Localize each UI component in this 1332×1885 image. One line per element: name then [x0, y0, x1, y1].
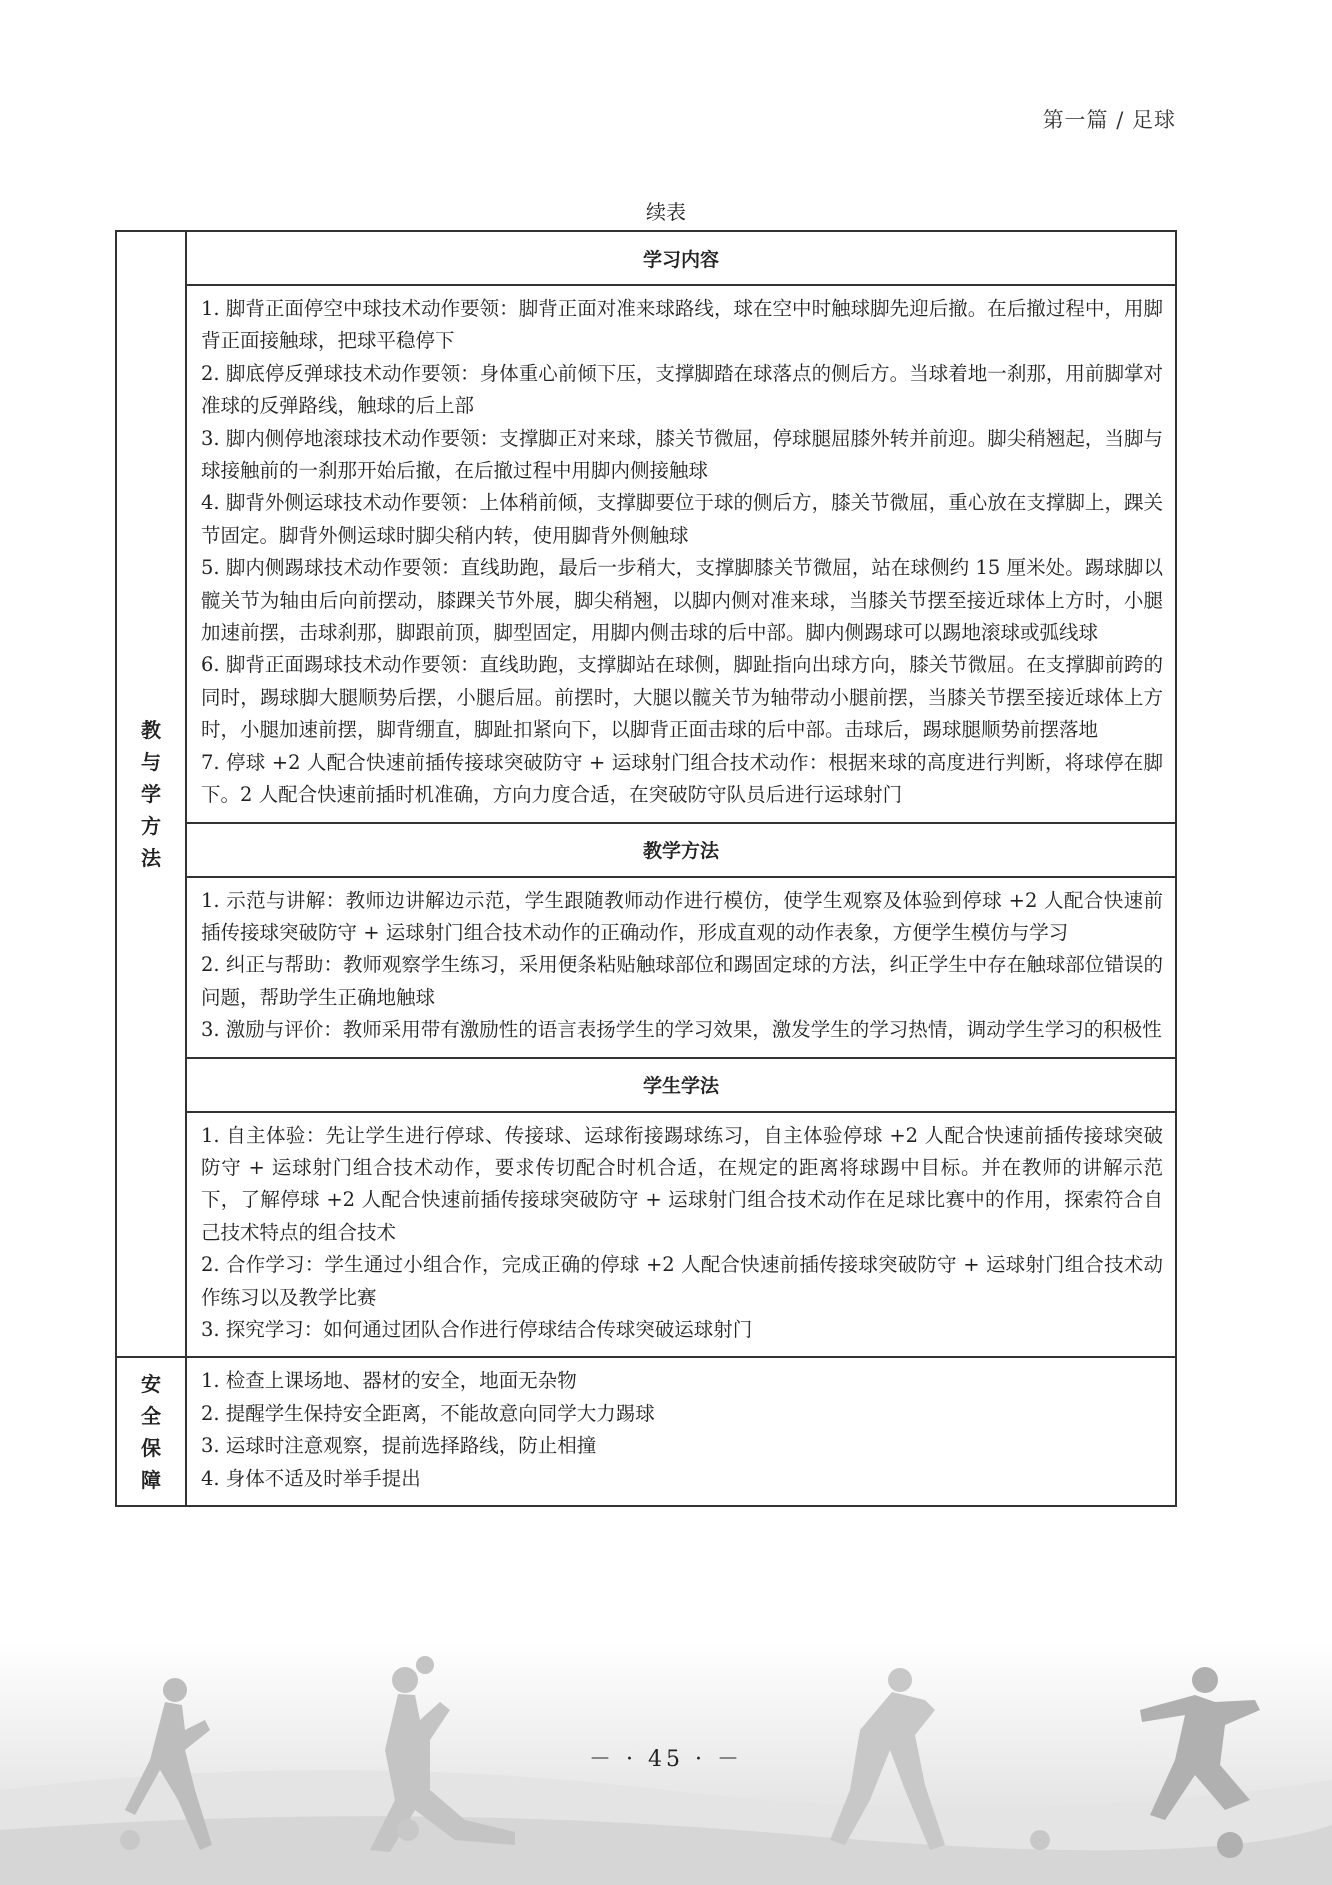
section-body-safety: [186, 1357, 1176, 1506]
list-item: 3. 探究学习：如何通过团队合作进行停球结合传球突破运球射门: [201, 1317, 753, 1341]
side-label-teaching: [116, 231, 186, 1357]
side-label-char: 法: [141, 846, 161, 871]
list-item: 3. 激励与评价：教师采用带有激励性的语言表扬学生的学习效果，激发学生的学习热情，调动学生学习的积极性: [201, 1018, 1162, 1042]
list-item: 2. 脚底停反弹球技术动作要领：身体重心前倾下压，支撑脚踏在球落点的侧后方。当球着地一刹那，用前脚掌对准球的反弹路线，触球的后上部: [201, 361, 1163, 418]
list-item: 6. 脚背正面踢球技术动作要领：直线助跑，支撑脚站在球侧，脚趾指向出球方向，膝关节微屈。在支撑脚前跨的同时，踢球脚大腿顺势后摆，小腿后屈。前摆时，大腿以髋关节为轴带动小腿前摆，当膝关节摆至接近球体上方时，小腿加速前摆，脚背绷直，脚趾扣紧向下，以脚背正面击球的后中部。击球后，踢球腿顺势前摆落地: [201, 653, 1163, 742]
list-item: 1. 检查上课场地、器材的安全，地面无杂物: [201, 1369, 577, 1393]
list-item: 2. 合作学习：学生通过小组合作，完成正确的停球 +2 人配合快速前插传接球突破防守 + 运球射门组合技术动作练习以及教学比赛: [201, 1253, 1163, 1309]
section-title-teaching-methods: 教学方法: [186, 823, 1176, 877]
list-item: 1. 脚背正面停空中球技术动作要领：脚背正面对准来球路线，球在空中时触球脚先迎后撤。在后撤过程中，用脚背正面接触球，把球平稳停下: [201, 297, 1163, 353]
list-item: 2. 提醒学生保持安全距离，不能故意向同学大力踢球: [201, 1401, 655, 1425]
side-label-char: 学: [141, 782, 161, 807]
section-title-learning-content: 学习内容: [186, 231, 1176, 285]
list-item: 1. 自主体验：先让学生进行停球、传接球、运球衔接踢球练习，自主体验停球 +2 人配合快速前插传接球突破防守 + 运球射门组合技术动作，要求传切配合时机合适，在规定的距离将球踢中目标。并在教师的讲解示范下，了解停球 +2 人配合快速前插传接球突破防守 + 运球射门组合技术动作在足球比赛中的作用，探索符合自己技术特点的组合技术: [201, 1123, 1163, 1244]
ball-icon: [397, 1819, 419, 1841]
table-caption: 续表: [646, 200, 686, 224]
side-label-char: 方: [141, 814, 161, 839]
side-label-char: 安: [141, 1371, 161, 1396]
section-body-teaching-methods: [186, 877, 1176, 1058]
section-body-student-methods: [186, 1112, 1176, 1358]
page-number: － · 45 · －: [589, 1747, 743, 1772]
list-item: 4. 身体不适及时举手提出: [201, 1466, 421, 1490]
section-body-learning-content: [186, 285, 1176, 823]
list-item: 1. 示范与讲解：教师边讲解边示范，学生跟随教师动作进行模仿，使学生观察及体验到停球 +2 人配合快速前插传接球突破防守 + 运球射门组合技术动作的正确动作，形成直观的动作表象，方便学生模仿与学习: [201, 888, 1163, 944]
side-label-safety: [116, 1357, 186, 1506]
side-label-safety-text: [117, 1368, 185, 1496]
side-label-char: 与: [141, 750, 161, 775]
running-header: 第一篇 / 足球: [1042, 108, 1176, 132]
side-label-teaching-text: [117, 714, 185, 874]
list-item: 3. 脚内侧停地滚球技术动作要领：支撑脚正对来球，膝关节微屈，停球腿屈膝外转并前迎。脚尖稍翘起，当脚与球接触前的一刹那开始后撤，在后撤过程中用脚内侧接触球: [201, 426, 1163, 483]
side-label-char: 障: [141, 1467, 161, 1492]
side-label-char: 保: [141, 1435, 161, 1460]
side-label-char: 教: [141, 718, 161, 743]
lesson-plan-table: [115, 230, 1177, 1507]
list-item: 4. 脚背外侧运球技术动作要领：上体稍前倾，支撑脚要位于球的侧后方，膝关节微屈，重心放在支撑脚上，踝关节固定。脚背外侧运球时脚尖稍内转，使用脚背外侧触球: [201, 491, 1163, 547]
side-label-char: 全: [141, 1403, 161, 1428]
ball-icon: [120, 1830, 140, 1850]
list-item: 5. 脚内侧踢球技术动作要领：直线助跑，最后一步稍大，支撑脚膝关节微屈，站在球侧约 15 厘米处。踢球脚以髋关节为轴由后向前摆动，膝踝关节外展，脚尖稍翘，以脚内侧对准来球，当膝关节摆至接近球体上方时，小腿加速前摆，击球刹那，脚跟前顶，脚型固定，用脚内侧击球的后中部。脚内侧踢球可以踢地滚球或弧线球: [201, 556, 1163, 645]
list-item: 3. 运球时注意观察，提前选择路线，防止相撞: [201, 1434, 597, 1458]
section-title-student-methods: 学生学法: [186, 1058, 1176, 1112]
list-item: 2. 纠正与帮助：教师观察学生练习，采用便条粘贴触球部位和踢固定球的方法，纠正学生中存在触球部位错误的问题，帮助学生正确地触球: [201, 953, 1163, 1009]
list-item: 7. 停球 +2 人配合快速前插传接球突破防守 + 运球射门组合技术动作：根据来球的高度进行判断，将球停在脚下。2 人配合快速前插时机准确，方向力度合适，在突破防守队员后进行运球射门: [201, 750, 1163, 807]
